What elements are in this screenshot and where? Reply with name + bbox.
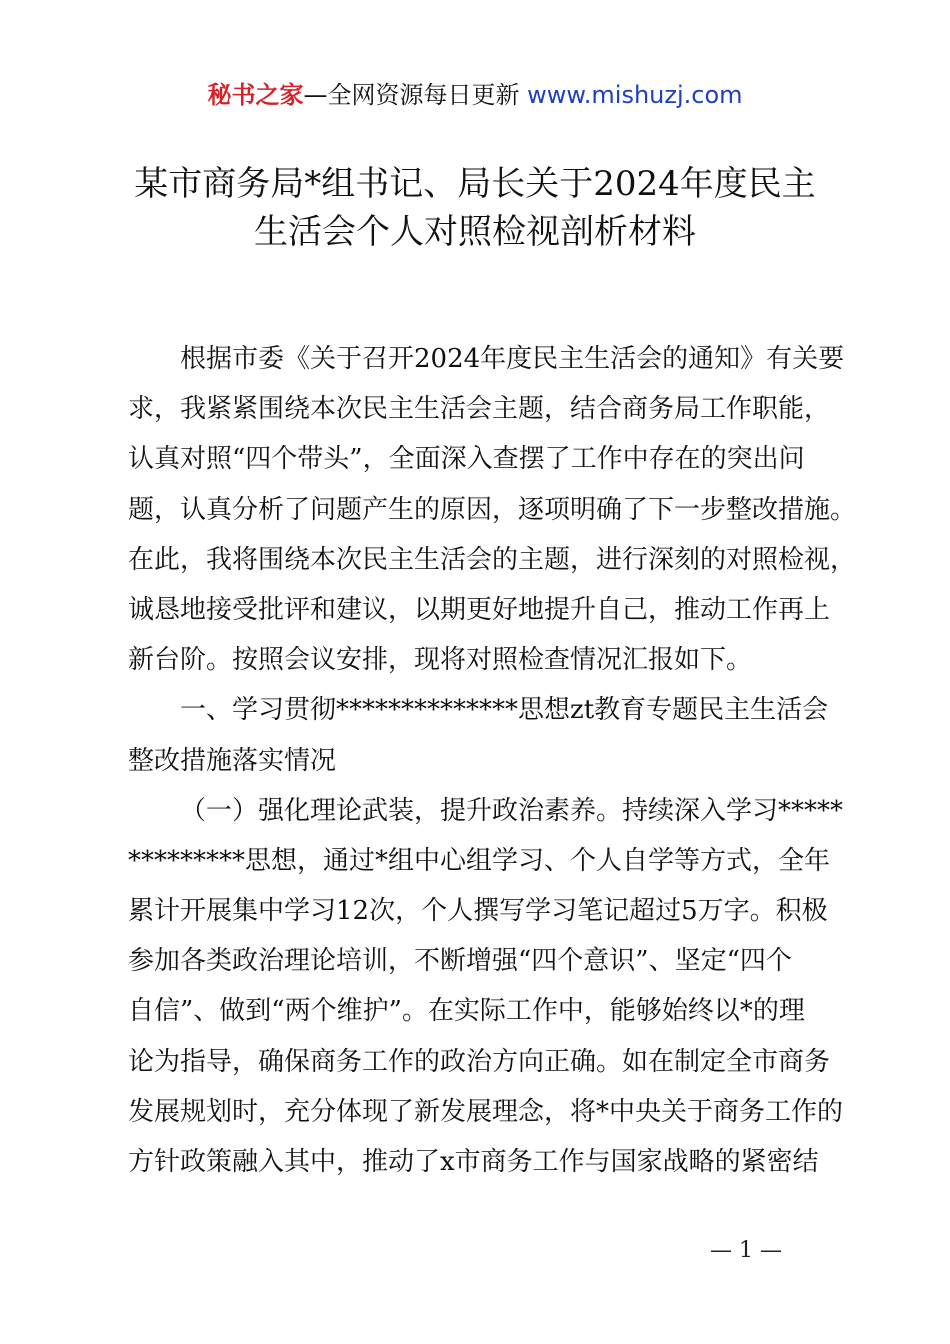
body-line: 发展规划时，充分体现了新发展理念，将*中央关于商务工作的 — [128, 1096, 844, 1127]
site-url[interactable]: www.mishuzj.com — [527, 81, 743, 109]
body-line: 累计开展集中学习12次，个人撰写学习笔记超过5万字。积极 — [128, 896, 828, 927]
body-line: 论为指导，确保商务工作的政治方向正确。如在制定全市商务 — [128, 1046, 831, 1077]
section-heading-cont: 整改措施落实情况 — [128, 745, 337, 776]
title-line-2: 生活会个人对照检视剖析材料 — [254, 212, 696, 252]
document-title — [95, 160, 855, 256]
body-line: 在此，我将围绕本次民主生活会的主题，进行深刻的对照检视， — [128, 544, 857, 575]
body-line: 求，我紧紧围绕本次民主生活会主题，结合商务局工作职能， — [128, 394, 831, 425]
site-header — [0, 78, 950, 112]
brand-name: 秘书之家 — [207, 81, 304, 109]
body-line: 题，认真分析了问题产生的原因，逐项明确了下一步整改措施。 — [128, 494, 857, 525]
body-line: 参加各类政治理论培训，不断增强“四个意识”、坚定“四个 — [128, 946, 792, 977]
page-number: — 1 — — [710, 1238, 782, 1263]
body-line: 新台阶。按照会议安排，现将对照检查情况汇报如下。 — [128, 645, 753, 676]
title-line-1: 某市商务局*组书记、局长关于2024年度民主 — [134, 164, 816, 204]
body-line: 自信”、做到“两个维护”。在实际工作中，能够始终以*的理 — [128, 996, 805, 1027]
section-heading: 一、学习贯彻**************思想zt教育专题民主生活会 — [180, 695, 829, 726]
body-line: 根据市委《关于召开2024年度民主生活会的通知》有关要 — [180, 344, 845, 374]
header-slogan: —全网资源每日更新 — [303, 81, 528, 109]
body-line: 认真对照“四个带头”，全面深入查摆了工作中存在的突出问 — [128, 444, 805, 475]
body-line: *********思想，通过*组中心组学习、个人自学等方式，全年 — [128, 845, 831, 876]
body-line: 诚恳地接受批评和建议，以期更好地提升自己，推动工作再上 — [128, 594, 831, 625]
document-body — [128, 334, 857, 1187]
body-line: （一）强化理论武装，提升政治素养。持续深入学习***** — [180, 795, 844, 826]
body-line: 方针政策融入其中，推动了x市商务工作与国家战略的紧密结 — [128, 1147, 819, 1177]
